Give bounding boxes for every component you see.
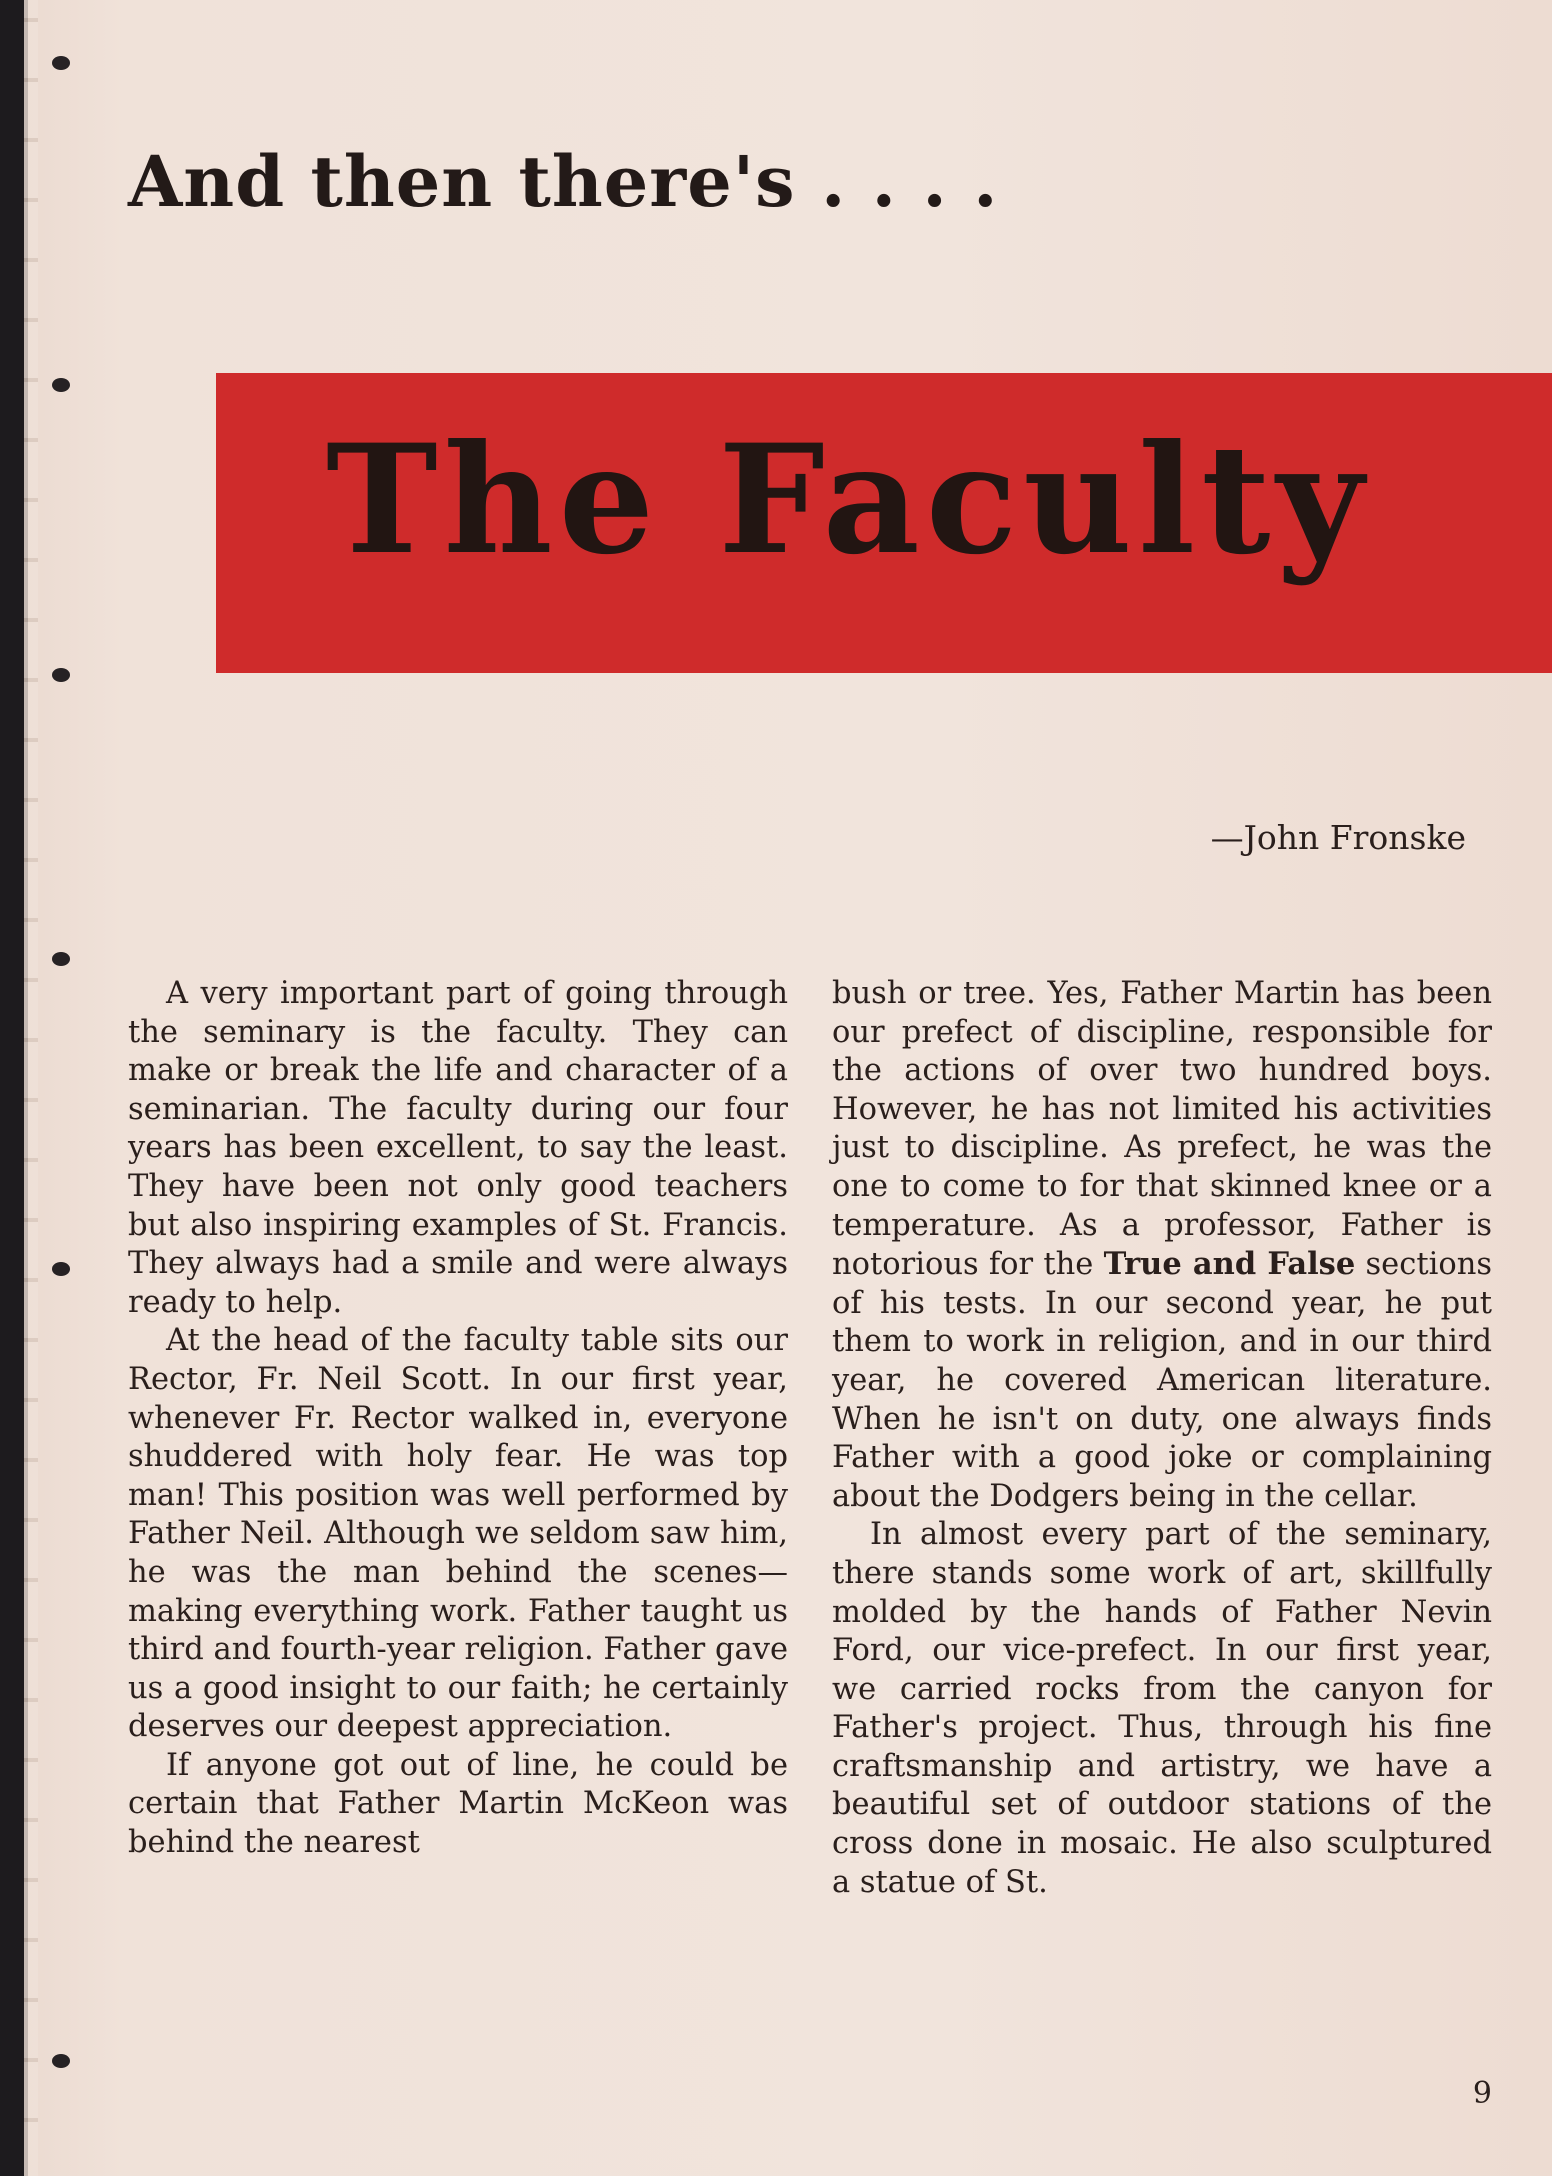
kicker-heading: And then there's . . . . (128, 140, 999, 223)
article-column-left (128, 975, 788, 1863)
binding-hole (52, 668, 70, 682)
paragraph-text: sections of his tests. In our second year, he put them to work in religion, and in our third year, he covered American literature. When he isn't on duty, one always finds Father with a good joke or complaining about the Dodgers being in the cellar. (832, 1247, 1492, 1514)
page-title: The Faculty (326, 412, 1370, 588)
binding-hole (52, 2054, 70, 2068)
paragraph: If anyone got out of line, he could be certain that Father Martin McKeon was behind the nearest (128, 1747, 788, 1861)
binding-hole (52, 378, 70, 392)
article-column-right (832, 975, 1492, 1902)
paragraph: In almost every part of the seminary, there stands some work of art, skillfully molded by the hands of Father Nevin Ford, our vice-prefect. In our first year, we carried rocks from the canyon for Father's project. Thus, through his fine craftsmanship and artistry, we have a beautiful set of outdoor stations of the cross done in mosaic. He also sculptured a statue of St. (832, 1517, 1492, 1900)
paragraph (832, 975, 1492, 1516)
paragraph-text: bush or tree. Yes, Father Martin has been our prefect of discipline, responsible for the actions of over two hundred boys. However, he has not limited his activities just to discipline. As prefect, he was the one to come to for that skinned knee or a temperature. As a professor, Father is notorious for the (832, 976, 1492, 1283)
binding-hole (52, 56, 70, 70)
bold-phrase: True and False (1103, 1246, 1356, 1283)
author-byline: —John Fronske (1210, 818, 1466, 857)
paragraph: A very important part of going through the seminary is the faculty. They can make or break the life and character of a seminarian. The faculty during our four years has been excellent, to say the least. They have been not only good teachers but also inspiring examples of St. Francis. They always had a smile and were always ready to help. (128, 976, 788, 1320)
page-number: 9 (1472, 2076, 1492, 2111)
title-banner (216, 373, 1552, 673)
torn-edge (24, 0, 38, 2176)
binding-hole (52, 1262, 70, 1276)
paragraph: At the head of the faculty table sits our Rector, Fr. Neil Scott. In our first year, whenever Fr. Rector walked in, everyone shuddered with holy fear. He was top man! This position was well performed by Father Neil. Although we seldom saw him, he was the man behind the scenes—making everything work. Father taught us third and fourth-year religion. Father gave us a good insight to our faith; he certainly deserves our deepest appreciation. (128, 1323, 788, 1745)
binding-hole (52, 952, 70, 966)
